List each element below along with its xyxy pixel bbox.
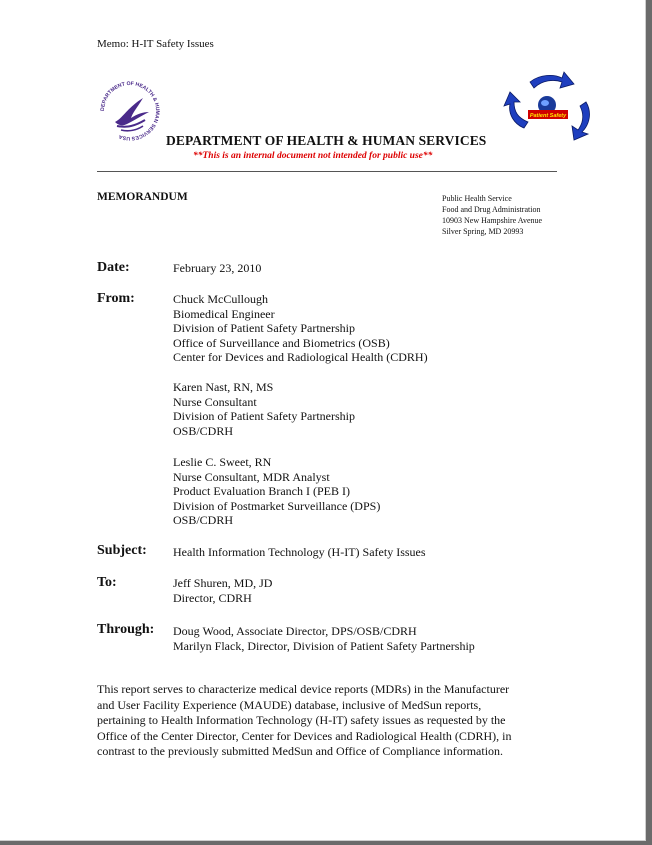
address-line: Public Health Service	[442, 194, 512, 203]
sender-line: Office of Surveillance and Biometrics (OSB)	[173, 335, 390, 350]
patient-safety-arrows-logo	[500, 68, 595, 143]
address-line: 10903 New Hampshire Avenue	[442, 216, 543, 225]
recipient-line: Jeff Shuren, MD, JD	[173, 576, 273, 590]
through-line: Marilyn Flack, Director, Division of Patient Safety Partnership	[173, 638, 475, 653]
agency-address	[442, 193, 542, 237]
sender-line: OSB/CDRH	[173, 513, 234, 528]
paragraph-line: Office of the Center Director, Center for Devices and Radiological Health (CDRH), in	[97, 728, 512, 743]
department-title: DEPARTMENT OF HEALTH & HUMAN SERVICES	[166, 133, 487, 148]
from-sender-3	[173, 455, 380, 528]
from-sender-1	[173, 292, 428, 365]
sender-line: Division of Patient Safety Partnership	[173, 409, 355, 424]
paragraph-line: This report serves to characterize medical device reports (MDRs) in the Manufacturer	[97, 682, 510, 696]
running-header: Memo: H-IT Safety Issues	[97, 38, 214, 50]
sender-line: Chuck McCullough	[173, 292, 268, 306]
sender-line: Biomedical Engineer	[173, 306, 275, 321]
through-line: Doug Wood, Associate Director, DPS/OSB/CDRH	[173, 624, 417, 638]
date-label: Date:	[97, 260, 130, 275]
paragraph-line: and User Facility Experience (MAUDE) database, inclusive of MedSun reports,	[97, 697, 482, 712]
subject-text: Health Information Technology (H-IT) Safety Issues	[173, 545, 426, 559]
to-label: To:	[97, 575, 117, 590]
paragraph-line: contrast to the previously submitted MedSun and Office of Compliance information.	[97, 744, 504, 758]
subject-label: Subject:	[97, 543, 147, 558]
recipient-line: Director, CDRH	[173, 590, 252, 605]
hhs-seal-logo	[97, 78, 163, 144]
memorandum-title: MEMORANDUM	[97, 191, 188, 203]
from-label: From:	[97, 291, 135, 306]
paragraph-line: pertaining to Health Information Technology (H-IT) safety issues as requested by the	[97, 713, 506, 727]
sender-line: Center for Devices and Radiological Health (CDRH)	[173, 350, 428, 365]
sender-line: Leslie C. Sweet, RN	[173, 455, 272, 469]
body-paragraph	[97, 682, 547, 760]
header-divider	[97, 171, 557, 172]
address-line: Silver Spring, MD 20993	[442, 227, 524, 236]
seal-text: DEPARTMENT OF HEALTH & HUMAN SERVICES USA	[99, 80, 161, 142]
sender-line: Division of Patient Safety Partnership	[173, 321, 355, 336]
from-sender-2	[173, 380, 355, 438]
sender-line: Product Evaluation Branch I (PEB I)	[173, 484, 350, 499]
sender-line: Nurse Consultant, MDR Analyst	[173, 469, 330, 484]
sender-line: Division of Postmarket Surveillance (DPS)	[173, 498, 381, 513]
date-text: February 23, 2010	[173, 261, 262, 275]
subject-value	[173, 545, 426, 560]
to-recipient	[173, 576, 272, 605]
date-value	[173, 261, 261, 276]
sender-line: OSB/CDRH	[173, 423, 234, 438]
sender-line: Karen Nast, RN, MS	[173, 380, 274, 394]
address-line: Food and Drug Administration	[442, 205, 541, 214]
through-list	[173, 624, 475, 653]
through-label: Through:	[97, 622, 155, 637]
sender-line: Nurse Consultant	[173, 394, 257, 409]
internal-use-notice: **This is an internal document not intended for public use**	[193, 151, 433, 161]
logo-text: Patient Safety	[529, 113, 567, 119]
